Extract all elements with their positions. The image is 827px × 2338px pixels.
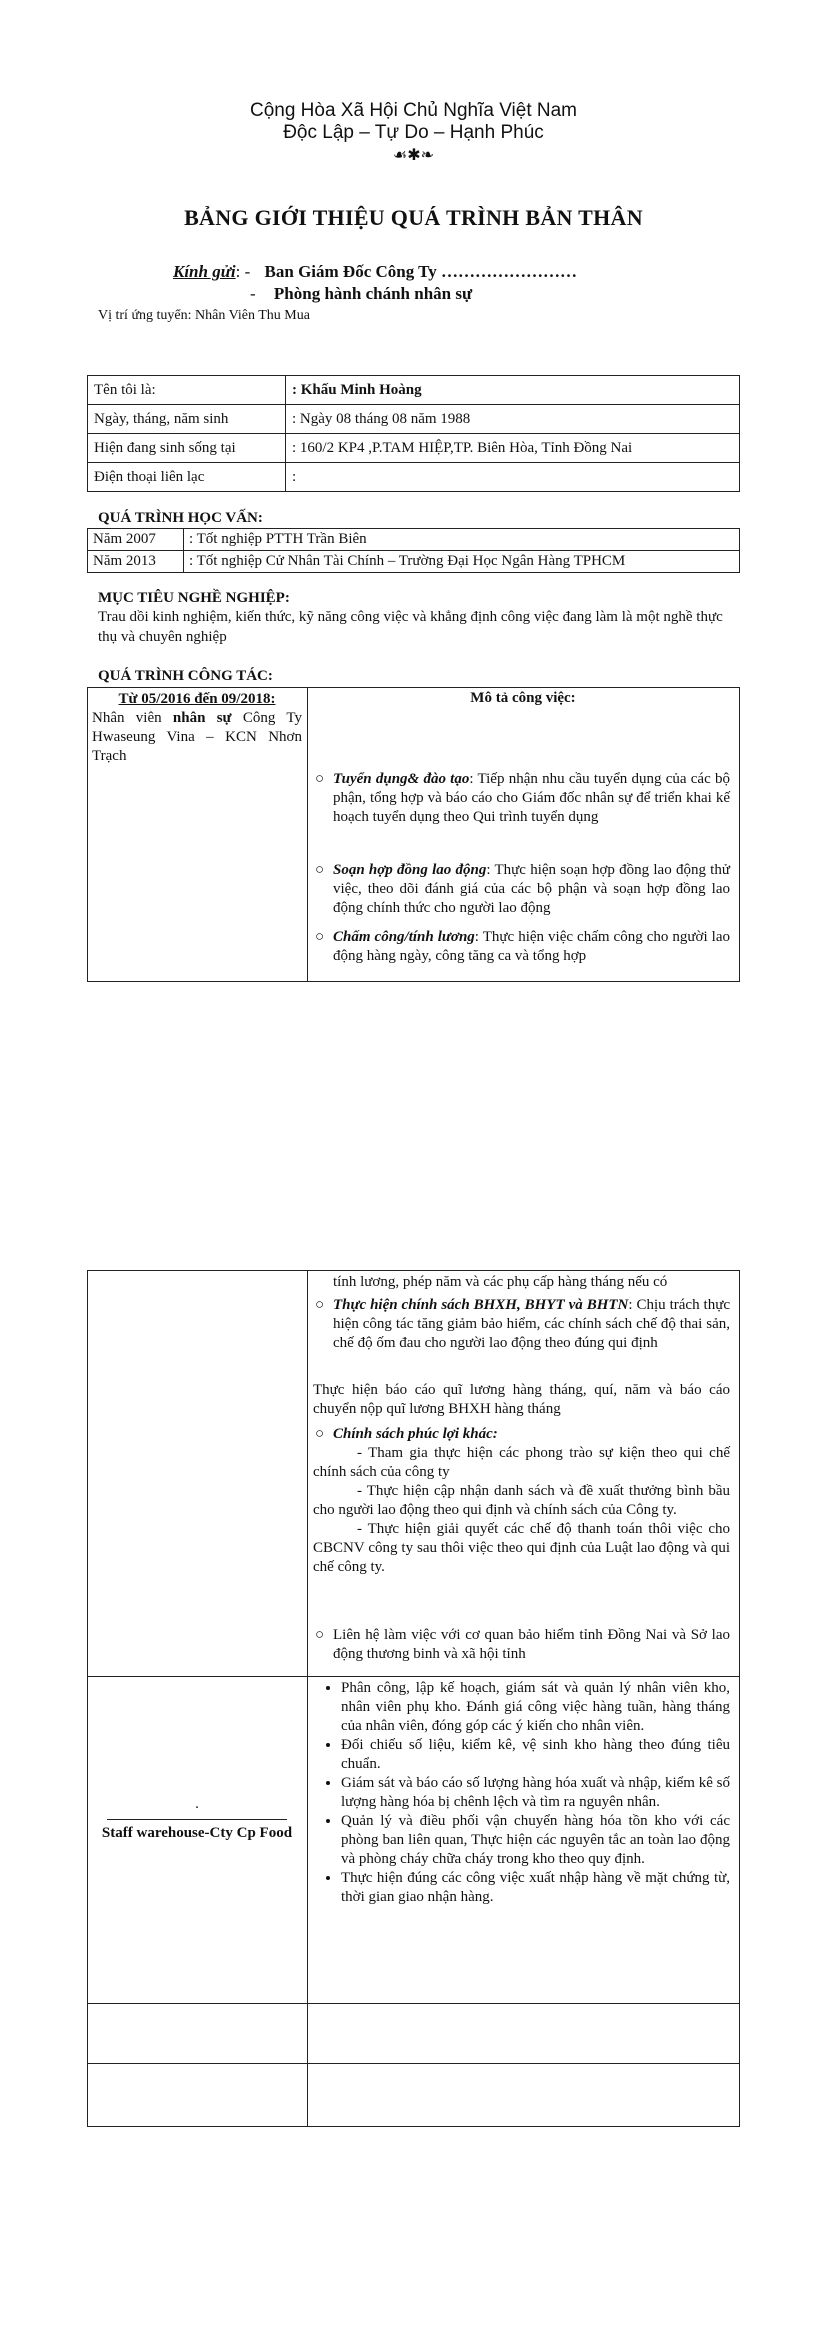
circle-bullet-icon: ○ <box>315 862 325 878</box>
duty-timekeeping-cont: tính lương, phép năm và các phụ cấp hàng tháng nếu có <box>333 1274 668 1290</box>
list-item: • Giám sát và báo cáo số lượng hàng hóa xuất và nhập, kiểm kê số lượng hàng hóa bị chênh lệch và tìm ra nguyên nhân. <box>341 1774 730 1812</box>
document-title: BẢNG GIỚI THIỆU QUÁ TRÌNH BẢN THÂN <box>184 205 643 230</box>
address-label: Kính gửi <box>173 262 236 281</box>
job1-period: Từ 05/2016 đến 09/2018: <box>118 691 276 707</box>
job1-role <box>92 709 302 766</box>
objective-heading: MỤC TIÊU NGHỀ NGHIỆP: <box>98 590 290 606</box>
address-label: Hiện đang sinh sống tại <box>88 434 286 463</box>
circle-bullet-icon: ○ <box>315 929 325 945</box>
duty-title: Chấm công/tính lương <box>333 929 475 945</box>
name-value: : Khấu Minh Hoàng <box>286 376 740 405</box>
phone-label: Điện thoại liên lạc <box>88 463 286 492</box>
national-motto: Độc Lập – Tự Do – Hạnh Phúc <box>283 122 544 143</box>
list-item: • Quản lý và điều phối vận chuyển hàng hóa tồn kho với các phòng ban liên quan, Thực hiện các nguyên tắc an toàn lao động và phòng cháy chữa cháy trong kho theo quy định. <box>341 1812 730 1869</box>
job2-dot: . <box>195 1796 199 1812</box>
list-item: • Thực hiện đúng các công việc xuất nhập hàng về mặt chứng từ, thời gian giao nhận hàng. <box>341 1869 730 1907</box>
job1-role-bold: nhân sự <box>172 710 232 726</box>
work-table-part2 <box>87 1270 740 2127</box>
work-table-part1 <box>87 687 740 982</box>
job1-role-pre: Nhân viên <box>92 710 173 726</box>
phone-value: : <box>286 463 740 492</box>
duty-text: : Tiếp nhận nhu cầu tuyển dụng của các bộ phận, tổng hợp và báo cáo cho Giám đốc nhân sự để triển khai kế hoạch tuyển dụng theo Qui trình tuyển dụng <box>333 771 730 825</box>
birthdate-label: Ngày, tháng, năm sinh <box>88 405 286 434</box>
job2-divider <box>107 1819 287 1820</box>
table-row <box>88 405 740 434</box>
education-table <box>87 528 740 573</box>
education-year: Năm 2007 <box>88 529 184 551</box>
list-item: • Phân công, lập kế hoạch, giám sát và quản lý nhân viên kho, nhân viên phụ kho. Đánh giá công việc hàng tuần, hàng tháng của nhân viên, đóng góp các ý kiến cho nhân viên. <box>341 1679 730 1736</box>
duty-welfare-items <box>313 1444 730 1577</box>
address-colon: : - <box>235 262 251 281</box>
address-dash: - <box>250 284 256 303</box>
address-line-2 <box>250 284 472 304</box>
table-row <box>88 463 740 492</box>
table-row <box>88 376 740 405</box>
duty-contracts <box>315 861 730 918</box>
duty-timekeeping <box>315 928 730 966</box>
birthdate-value: : Ngày 08 tháng 08 năm 1988 <box>286 405 740 434</box>
job-description-header: Mô tả công việc: <box>470 690 576 706</box>
duty-title: Chính sách phúc lợi khác: <box>333 1426 498 1442</box>
table-row <box>88 434 740 463</box>
welfare-item: - Thực hiện cập nhận danh sách và đề xuất thưởng bình bầu cho người lao động theo qui định và chính sách của Công ty. <box>313 1483 730 1518</box>
duty-text: : Chịu trách thực hiện công tác tăng giảm bảo hiểm, các chính sách chế độ thai sản, chế độ ốm đau cho người lao động theo đúng qui định <box>333 1297 730 1351</box>
job2-duties <box>323 1679 730 1907</box>
duty-title: Thực hiện chính sách BHXH, BHYT và BHTN <box>333 1297 629 1313</box>
country-name: Cộng Hòa Xã Hội Chủ Nghĩa Việt Nam <box>249 100 578 121</box>
duty-text: : Thực hiện việc chấm công cho người lao động hàng ngày, công tăng ca và tổng hợp <box>333 929 730 964</box>
job2-role: Staff warehouse-Cty Cp Food <box>101 1825 293 1841</box>
circle-bullet-icon: ○ <box>315 1297 325 1313</box>
welfare-item: - Thực hiện giải quyết các chế độ thanh toán thôi việc cho CBCNV công ty sau thôi việc theo qui định của Luật lao động và qui chế công ty. <box>313 1521 730 1575</box>
circle-bullet-icon: ○ <box>315 1627 325 1643</box>
work-heading: QUÁ TRÌNH CÔNG TÁC: <box>98 668 273 684</box>
objective-text: Trau dồi kinh nghiệm, kiến thức, kỹ năng công việc và khẳng định công việc đang làm là một nghề thực thụ và chuyên nghiệp <box>98 609 723 645</box>
table-row <box>88 529 740 551</box>
duty-liaison <box>315 1626 730 1664</box>
name-label: Tên tôi là: <box>88 376 286 405</box>
circle-bullet-icon: ○ <box>315 771 325 787</box>
circle-bullet-icon: ○ <box>315 1426 325 1442</box>
duty-recruitment <box>315 770 730 827</box>
job2-info <box>92 1796 302 1843</box>
address-line-1 <box>173 262 577 282</box>
address-recipient-2: Phòng hành chánh nhân sự <box>273 284 473 303</box>
education-heading: QUÁ TRÌNH HỌC VẤN: <box>98 510 263 526</box>
job1-role-post: Công Ty Hwaseung Vina – KCN Nhơn Trạch <box>92 710 302 764</box>
education-desc: : Tốt nghiệp PTTH Trần Biên <box>184 529 740 551</box>
duty-text: Liên hệ làm việc với cơ quan bảo hiểm tỉnh Đồng Nai và Sở lao động thương binh và xã hội tỉnh <box>333 1627 730 1662</box>
residence-value: : 160/2 KP4 ,P.TAM HIỆP,TP. Biên Hòa, Tỉnh Đồng Nai <box>286 434 740 463</box>
personal-info-table <box>87 375 740 492</box>
duty-welfare-title <box>315 1425 730 1444</box>
position-applied: Vị trí ứng tuyển: Nhân Viên Thu Mua <box>98 308 310 323</box>
list-item: • Đối chiếu số liệu, kiểm kê, vệ sinh kho hàng theo đúng tiêu chuẩn. <box>341 1736 730 1774</box>
duty-text: : Thực hiện soạn hợp đồng lao động thử việc, theo dõi đánh giá của các bộ phận và soạn hợp đồng lao động chính thức cho người lao động <box>333 862 730 916</box>
welfare-item: - Tham gia thực hiện các phong trào sự kiện theo qui chế chính sách của công ty <box>313 1445 730 1480</box>
address-recipient-1: Ban Giám Đốc Công Ty …………………… <box>264 262 578 281</box>
duty-title: Tuyển dụng& đào tạo <box>333 771 470 787</box>
table-row <box>88 551 740 573</box>
education-desc: : Tốt nghiệp Cử Nhân Tài Chính – Trường Đại Học Ngân Hàng TPHCM <box>184 551 740 573</box>
duty-insurance <box>315 1296 730 1353</box>
duty-title: Soạn hợp đồng lao động <box>333 862 487 878</box>
ornament-divider: ☙✱❧ <box>392 147 435 164</box>
duty-insurance-report: Thực hiện báo cáo quĩ lương hàng tháng, quí, năm và báo cáo chuyển nộp quĩ lương BHXH hàng tháng <box>313 1382 730 1417</box>
education-year: Năm 2013 <box>88 551 184 573</box>
job1-info <box>92 690 302 766</box>
